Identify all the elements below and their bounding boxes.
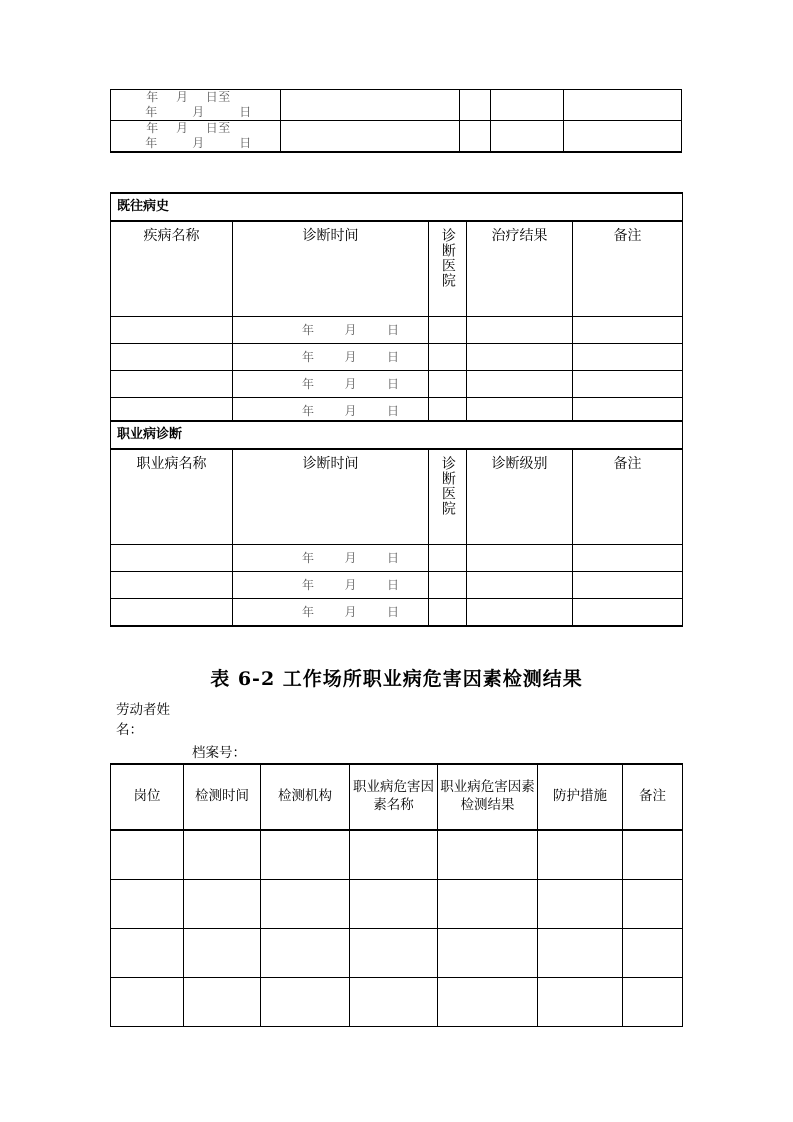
table-row (111, 830, 683, 880)
cell-diagnosis-time (233, 371, 429, 398)
cell-disease-name (111, 371, 233, 398)
column-header-protection-measures: 防护措施 (538, 764, 623, 830)
work-history-continued-table (110, 89, 682, 153)
cell-result (467, 317, 573, 344)
column-header-treatment-result: 治疗结果 (467, 221, 573, 317)
cell-post (111, 830, 184, 880)
ymd-text: 年 月 日 (301, 577, 400, 592)
table-header-row (111, 764, 683, 830)
cell-diagnosis-time (233, 344, 429, 371)
cell-diagnosis-time (233, 599, 429, 627)
section-banner-row (111, 421, 683, 449)
date-from-text: 年 月 日至 (146, 121, 231, 135)
cell-detect-result (438, 929, 538, 978)
empty-cell (281, 121, 460, 153)
cell-remark (623, 978, 683, 1027)
cell-protection (538, 978, 623, 1027)
table-row (111, 344, 683, 371)
cell-detect-agency (261, 880, 350, 929)
table-row (111, 978, 683, 1027)
column-header-detect-agency: 检测机构 (261, 764, 350, 830)
cell-hospital (429, 572, 467, 599)
date-range-cell (111, 121, 281, 153)
table-row (111, 929, 683, 978)
column-header-occupational-disease-name: 职业病名称 (111, 449, 233, 545)
table-row (111, 121, 682, 153)
cell-remark (623, 929, 683, 978)
cell-detect-result (438, 978, 538, 1027)
empty-cell (281, 90, 460, 121)
cell-remark (573, 572, 683, 599)
cell-remark (573, 599, 683, 627)
cell-detect-time (184, 830, 261, 880)
cell-detect-agency (261, 830, 350, 880)
archive-number-label: 档案号： (192, 745, 246, 761)
cell-occupational-disease-name (111, 599, 233, 627)
table-row (111, 371, 683, 398)
cell-hazard-factor (350, 830, 438, 880)
detection-results-table (110, 763, 683, 1027)
cell-occupational-disease-name (111, 545, 233, 572)
column-header-diagnosis-time: 诊断时间 (233, 221, 429, 317)
date-range-cell (111, 90, 281, 121)
cell-remark (573, 344, 683, 371)
cell-disease-name (111, 317, 233, 344)
vertical-header-text: 诊断医院 (439, 456, 456, 516)
cell-diagnosis-time (233, 317, 429, 344)
cell-level (467, 572, 573, 599)
cell-detect-agency (261, 978, 350, 1027)
column-header-diagnosis-hospital (429, 449, 467, 545)
empty-cell (563, 121, 681, 153)
column-header-disease-name: 疾病名称 (111, 221, 233, 317)
cell-detect-time (184, 978, 261, 1027)
cell-detect-time (184, 929, 261, 978)
cell-level (467, 545, 573, 572)
table-row (111, 90, 682, 121)
cell-protection (538, 830, 623, 880)
date-to-text: 年 月 日 (145, 136, 252, 150)
occupational-disease-diagnosis-table (110, 420, 683, 627)
cell-hazard-factor (350, 929, 438, 978)
column-header-detect-time: 检测时间 (184, 764, 261, 830)
ymd-text: 年 月 日 (301, 322, 400, 337)
cell-remark (573, 371, 683, 398)
cell-disease-name (111, 344, 233, 371)
cell-hospital (429, 344, 467, 371)
cell-remark (573, 317, 683, 344)
column-header-hazard-factor-result: 职业病危害因素检测结果 (438, 764, 538, 830)
empty-cell (460, 121, 490, 153)
cell-result (467, 344, 573, 371)
cell-protection (538, 929, 623, 978)
ymd-text: 年 月 日 (301, 550, 400, 565)
table-header-row (111, 449, 683, 545)
table-row (111, 317, 683, 344)
empty-cell (460, 90, 490, 121)
empty-cell (563, 90, 681, 121)
column-header-remark: 备注 (573, 221, 683, 317)
past-medical-history-table (110, 192, 683, 426)
cell-detect-agency (261, 929, 350, 978)
cell-level (467, 599, 573, 627)
cell-hospital (429, 599, 467, 627)
empty-cell (490, 90, 563, 121)
ymd-text: 年 月 日 (301, 604, 400, 619)
column-header-post: 岗位 (111, 764, 184, 830)
cell-diagnosis-time (233, 572, 429, 599)
cell-detect-result (438, 830, 538, 880)
empty-cell (490, 121, 563, 153)
column-header-diagnosis-level: 诊断级别 (467, 449, 573, 545)
section-banner-past-history: 既往病史 (111, 193, 683, 221)
cell-result (467, 371, 573, 398)
worker-name-label: 劳动者姓名： (116, 702, 170, 739)
cell-remark (573, 545, 683, 572)
cell-post (111, 929, 184, 978)
column-header-diagnosis-time: 诊断时间 (233, 449, 429, 545)
table-header-row (111, 221, 683, 317)
column-header-remark: 备注 (573, 449, 683, 545)
vertical-header-text: 诊断医院 (439, 228, 456, 288)
cell-hazard-factor (350, 978, 438, 1027)
cell-post (111, 978, 184, 1027)
cell-hospital (429, 545, 467, 572)
cell-hazard-factor (350, 880, 438, 929)
date-to-text: 年 月 日 (145, 105, 252, 119)
column-header-hazard-factor-name: 职业病危害因素名称 (350, 764, 438, 830)
column-header-remark: 备注 (623, 764, 683, 830)
cell-diagnosis-time (233, 545, 429, 572)
table-row (111, 545, 683, 572)
column-header-diagnosis-hospital (429, 221, 467, 317)
cell-hospital (429, 371, 467, 398)
table-row (111, 572, 683, 599)
ymd-text: 年 月 日 (301, 349, 400, 364)
section-banner-row (111, 193, 683, 221)
ymd-text: 年 月 日 (301, 403, 400, 418)
cell-hospital (429, 317, 467, 344)
cell-detect-result (438, 880, 538, 929)
cell-post (111, 880, 184, 929)
section-banner-occupational-diagnosis: 职业病诊断 (111, 421, 683, 449)
table-row (111, 599, 683, 627)
date-from-text: 年 月 日至 (146, 90, 231, 104)
cell-protection (538, 880, 623, 929)
table62-title: 表 6-2 工作场所职业病危害因素检测结果 (210, 668, 583, 690)
ymd-text: 年 月 日 (301, 376, 400, 391)
table-row (111, 880, 683, 929)
cell-remark (623, 830, 683, 880)
cell-remark (623, 880, 683, 929)
cell-occupational-disease-name (111, 572, 233, 599)
cell-detect-time (184, 880, 261, 929)
